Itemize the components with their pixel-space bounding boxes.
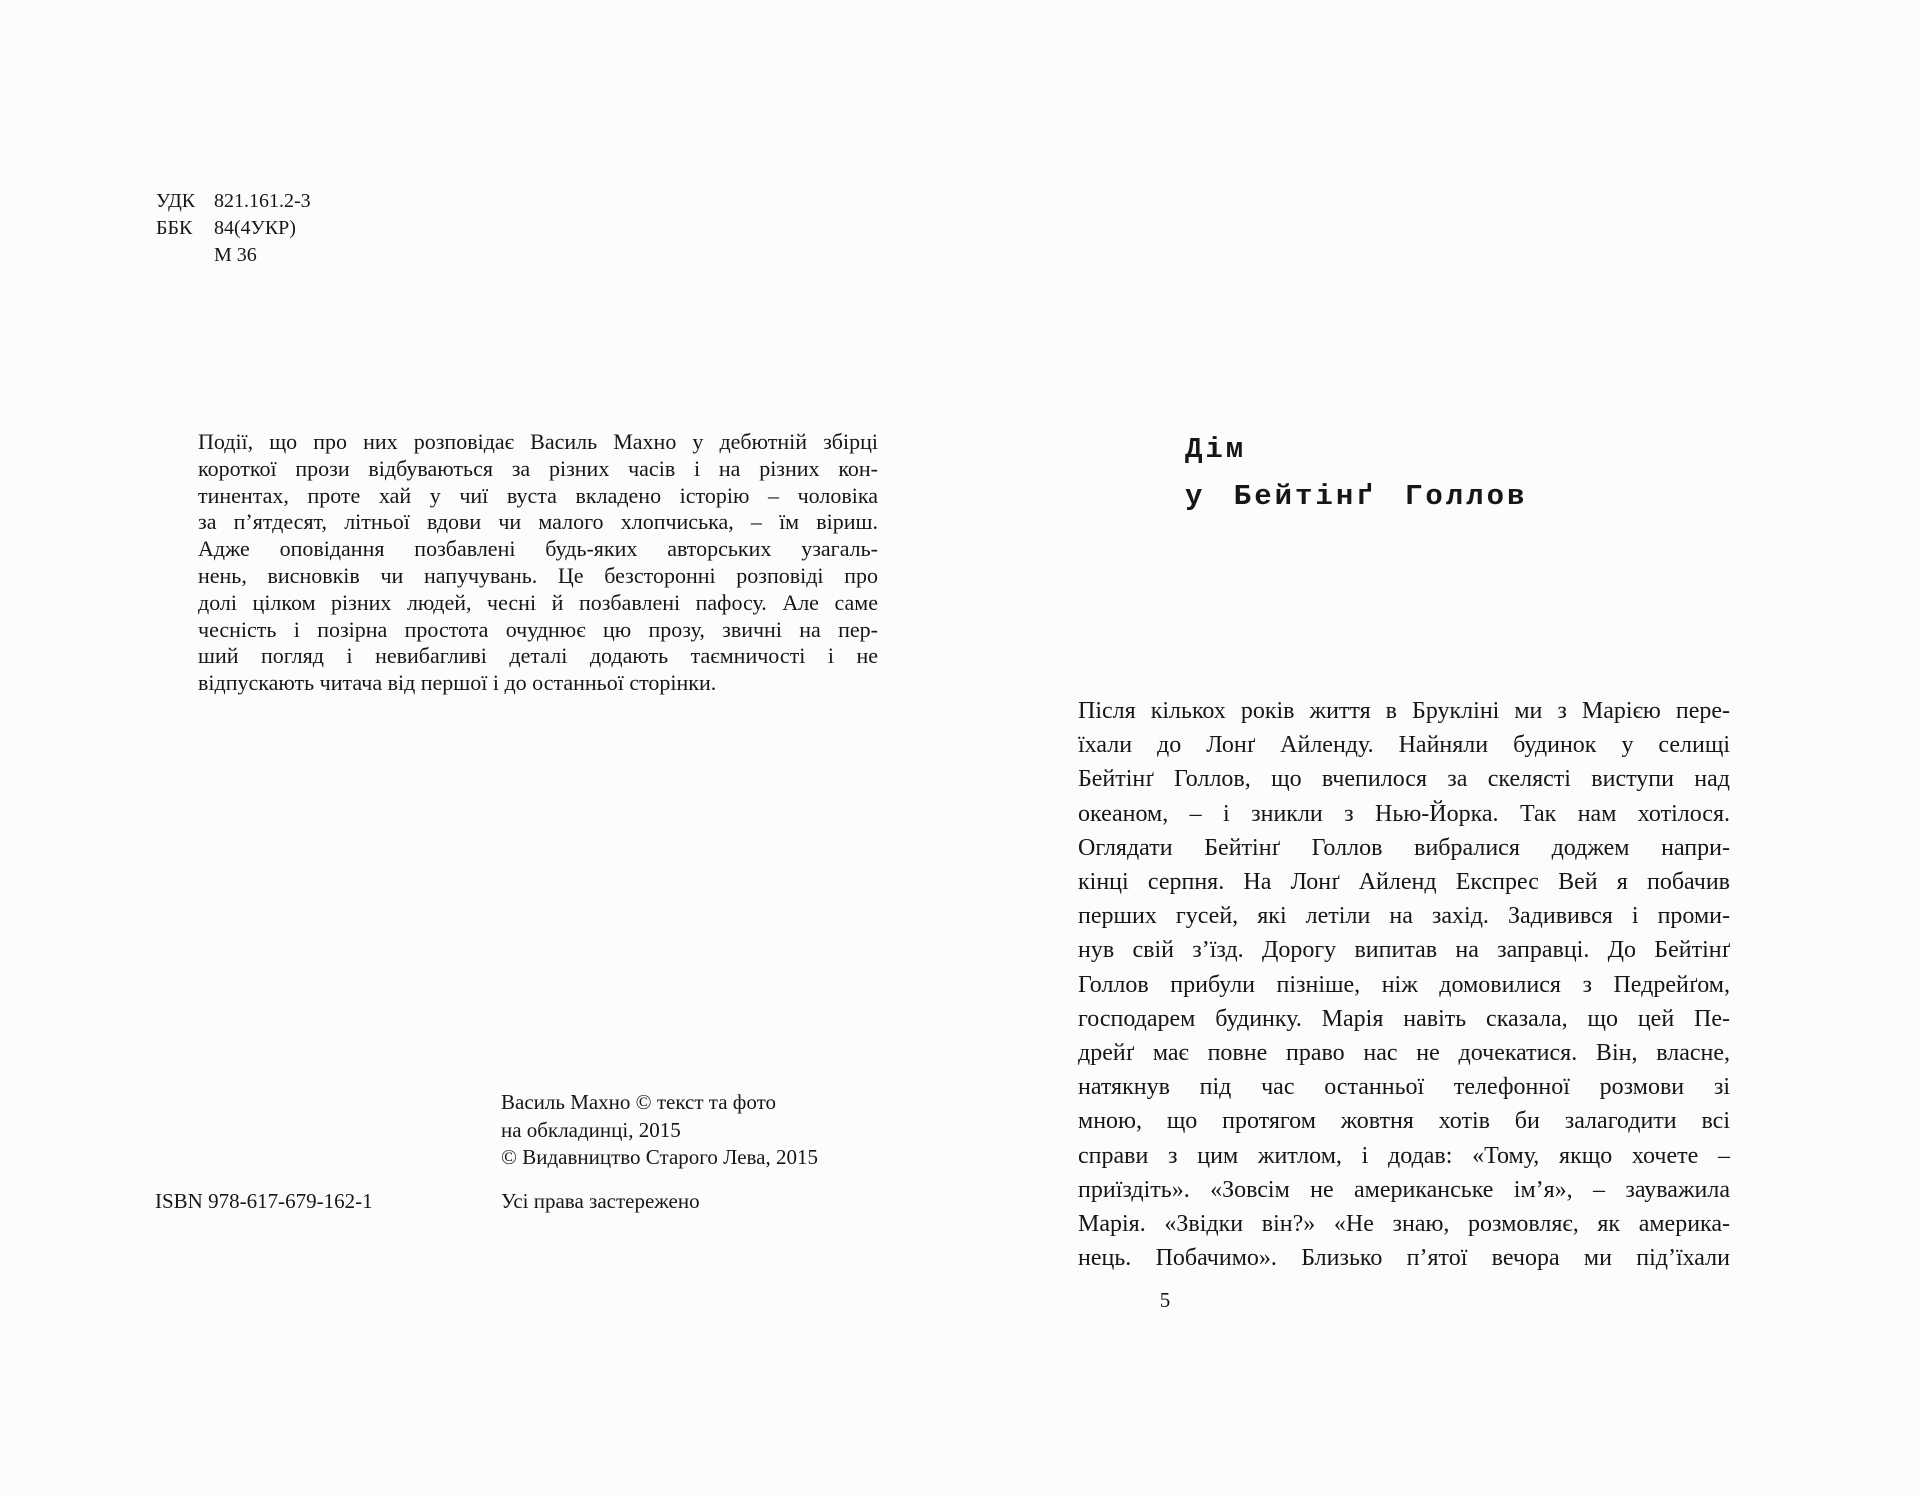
text-line: океаном, – і зникли з Нью-Йорка. Так нам хотілося. [1078,800,1730,827]
text-line: мною, що протягом жовтня хотів би залагодити всі [1078,1108,1730,1135]
bbk-label: ББК [156,217,193,239]
text-line: короткої прози відбуваються за різних часів і на різних кон- [198,455,878,481]
text-line: нець. Побачимо». Близько п’ятої вечора ми під’їхали [1078,1245,1730,1272]
text-line: нув свій з’їзд. Дорогу випитав на заправці. До Бейтінґ [1078,937,1730,964]
bbk-value: 84(4УКР) [214,217,296,239]
copyright-block [501,1089,818,1172]
text-line: Марія. «Звідки він?» «Не знаю, розмовляє, як америка- [1078,1211,1730,1238]
text-line: приїздіть». «Зовсім не американське ім’я», – зауважила [1078,1176,1730,1203]
text-line: Оглядати Бейтінґ Голлов вибралися доджем напри- [1078,834,1730,861]
story-text [1078,694,1730,1275]
text-line: кінці серпня. На Лонґ Айленд Експрес Вей я побачив [1078,869,1730,896]
text-line: Василь Махно © текст та фото [501,1090,777,1114]
text-line: на обкладинці, 2015 [501,1117,681,1142]
text-line: чесність і позірна простота очуднює цю прозу, звичні на пер- [198,616,878,642]
page-number: 5 [1159,1288,1171,1312]
text-line: справи з цим житлом, і додав: «Тому, якщо хочете – [1078,1142,1730,1169]
text-line: нень, висновків чи напучувань. Це безсторонні розповіді про [198,562,878,588]
text-line: Бейтінґ Голлов, що вчепилося за скелясті виступи над [1078,766,1730,793]
text-line: ший погляд і невибагливі деталі додають таємничості і не [198,643,878,669]
text-line: тинентах, проте хай у чиї вуста вкладено історію – чоловіка [198,482,878,508]
udc-value: 821.161.2-3 [214,190,311,212]
text-line: відпускають читача від першої і до останньої сторінки. [198,670,717,696]
text-line: долі цілком різних людей, чесні й позбавлені пафосу. Але саме [198,589,878,615]
text-line: Дім [1185,433,1247,466]
text-line: Адже оповідання позбавлені будь-яких авторських узагаль- [198,536,878,562]
text-line: Після кількох років життя в Брукліні ми з Марією пере- [1078,698,1730,724]
text-line: натякнув під час останньої телефонної розмови зі [1078,1074,1730,1101]
chapter-title [1185,426,1527,520]
text-line: перших гусей, які летіли на захід. Задивився і проми- [1078,903,1730,930]
bbk-row [156,215,311,242]
text-line: Події, що про них розповідає Василь Махно у дебютній збірці [198,429,878,454]
text-line: господарем будинку. Марія навіть сказала, що цей Пе- [1078,1005,1730,1032]
text-line: за п’ятдесят, літньої вдови чи малого хлопчиська, – їм віриш. [198,509,878,535]
author-sign-row [156,242,311,269]
text-line: Голлов прибули пізніше, ніж домовилися з Педрейґом, [1078,971,1730,998]
author-sign-label [156,242,214,269]
udc-row [156,188,311,215]
annotation-paragraph [198,429,878,697]
isbn-number: ISBN 978-617-679-162-1 [155,1189,373,1213]
udc-classification [156,188,311,269]
text-line: їхали до Лонґ Айленду. Найняли будинок у селищі [1078,732,1730,759]
author-sign-value: М 36 [214,244,257,266]
text-line: дрейґ має повне право нас не дочекатися. Він, власне, [1078,1040,1730,1067]
udc-label: УДК [156,190,196,212]
right-page [960,0,1920,1495]
text-line: у Бейтінґ Голлов [1185,480,1528,513]
rights-reserved: Усі права застережено [501,1189,700,1213]
text-line: © Видавництво Старого Лева, 2015 [501,1145,818,1169]
